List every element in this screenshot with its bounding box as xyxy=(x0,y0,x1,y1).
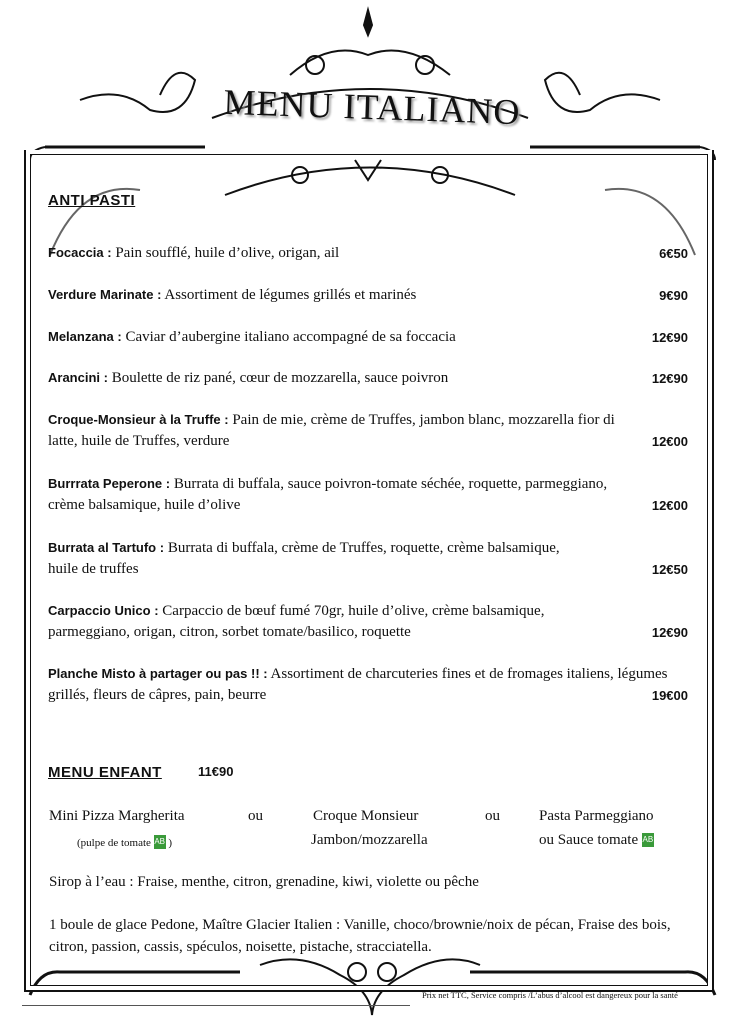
item-name: Melanzana : xyxy=(48,329,122,344)
item-description: Burrata di buffala, sauce poivron-tomate séchée, roquette, parmeggiano, crème balsamique, huile d’olive xyxy=(48,476,608,513)
kids-choice-croque-note: Jambon/mozzarella xyxy=(311,832,428,848)
item-description: Carpaccio de bœuf fumé 70gr, huile d’olive, crème balsamique, parmeggiano, origan, citron, sorbet tomate/basilico, roquette xyxy=(48,603,545,640)
note-text-end: ) xyxy=(168,837,173,849)
menu-item xyxy=(48,242,688,264)
item-description: Pain de mie, crème de Truffes, jambon blanc, mozzarella fior di latte, huile de Truffes, verdure xyxy=(48,412,615,449)
organic-ab-icon: AB xyxy=(642,833,654,847)
item-description: Boulette de riz pané, cœur de mozzarella, sauce poivron xyxy=(107,370,449,386)
or-label: ou xyxy=(485,808,500,824)
glace-text: 1 boule de glace Pedone, Maître Glacier Italien : Vanille, choco/brownie/noix de pécan, Fraise des bois, citron, passion, cassis, spéculos, noisette, pistache, stracciatella. xyxy=(49,917,671,955)
menu-item xyxy=(48,367,688,389)
menu-item xyxy=(48,284,688,306)
item-name: Verdure Marinate : xyxy=(48,287,162,302)
item-name: Planche Misto à partager ou pas !! : xyxy=(48,666,268,681)
menu-item xyxy=(48,326,688,348)
item-price: 12€50 xyxy=(651,562,688,577)
item-price: 9€90 xyxy=(659,288,688,303)
item-name: Focaccia : xyxy=(48,245,112,260)
item-price: 19€00 xyxy=(651,688,688,703)
footer-divider xyxy=(22,1005,410,1006)
menu-item xyxy=(48,663,688,706)
item-price: 12€00 xyxy=(651,434,688,449)
sirop-text: Sirop à l’eau : Fraise, menthe, citron, grenadine, kiwi, violette ou pêche xyxy=(49,874,479,890)
item-name: Arancini : xyxy=(48,370,108,385)
item-price: 6€50 xyxy=(659,246,688,261)
item-name: Carpaccio Unico : xyxy=(48,603,159,618)
item-name: Burrrata Peperone : xyxy=(48,476,171,491)
menu-item xyxy=(48,537,688,580)
item-name: Croque-Monsieur à la Truffe : xyxy=(48,412,229,427)
page-title: MENU ITALIANO xyxy=(222,81,522,133)
menu-item xyxy=(48,600,688,643)
item-price: 12€90 xyxy=(651,371,688,386)
item-description: Pain soufflé, huile d’olive, origan, ail xyxy=(111,245,340,261)
note-text: (pulpe de tomate xyxy=(77,837,151,849)
item-name: Burrata al Tartufo : xyxy=(48,540,165,555)
kids-choice-pasta-note xyxy=(539,832,654,849)
or-label: ou xyxy=(248,808,263,824)
kids-choice-croque: Croque Monsieur xyxy=(313,808,419,824)
item-description: Assortiment de charcuteries fines et de fromages italiens, légumes grillés, fleurs de câpres, pain, beurre xyxy=(48,666,668,703)
menu-item xyxy=(48,409,688,452)
section-heading-menu-enfant: MENU ENFANT xyxy=(48,764,162,781)
item-price: 12€90 xyxy=(651,330,688,345)
kids-choice-pizza: Mini Pizza Margherita xyxy=(49,808,185,824)
item-price: 12€00 xyxy=(651,498,688,513)
item-description: Burrata di buffala, crème de Truffes, roquette, crème balsamique, huile de truffes xyxy=(48,540,560,577)
kids-choice-pizza-note xyxy=(77,835,172,849)
item-description: Caviar d’aubergine italiano accompagné de sa foccacia xyxy=(121,329,456,345)
note-text: ou Sauce tomate xyxy=(539,832,639,848)
item-price: 12€90 xyxy=(651,625,688,640)
kids-choice-pasta: Pasta Parmeggiano xyxy=(539,808,654,824)
footer-note: Prix net TTC, Service compris /L’abus d’alcool est dangereux pour la santé xyxy=(422,990,678,1000)
menu-enfant-price: 11€90 xyxy=(198,764,234,779)
section-heading-anti-pasti: ANTI PASTI xyxy=(48,192,136,209)
organic-ab-icon: AB xyxy=(154,835,166,849)
item-description: Assortiment de légumes grillés et marinés xyxy=(161,287,417,303)
menu-item xyxy=(48,473,688,516)
